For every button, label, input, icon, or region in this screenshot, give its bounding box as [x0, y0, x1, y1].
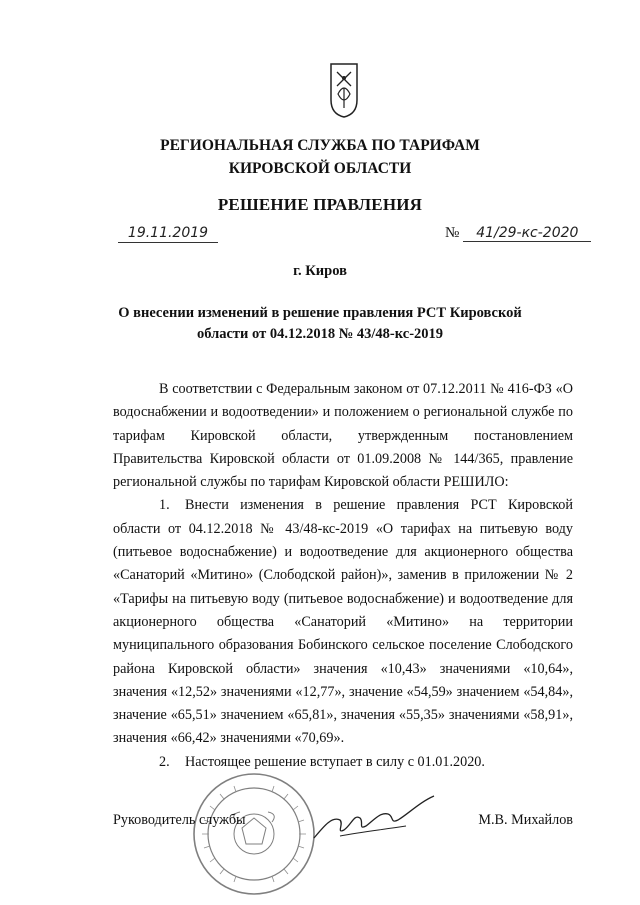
document-body	[113, 378, 573, 774]
item-1-number: 1.	[159, 497, 170, 514]
agency-name-line2: КИРОВСКОЙ ОБЛАСТИ	[228, 160, 412, 177]
document-number: 41/29-кс-2020	[463, 225, 591, 242]
signatory-name: М.В. Михайлов	[478, 812, 573, 828]
signatory-role: Руководитель службы	[113, 812, 246, 828]
handwritten-signature-icon	[310, 790, 440, 850]
coat-of-arms-icon	[329, 62, 359, 118]
number-sign: №	[445, 225, 460, 241]
subject-line1: О внесении изменений в решение правления РСТ Кировской	[118, 305, 522, 321]
city: г. Киров	[293, 263, 347, 279]
document-number-block	[445, 225, 591, 242]
document-date: 19.11.2019	[118, 225, 218, 243]
official-seal-icon	[190, 770, 318, 898]
item-1-paragraph	[113, 494, 573, 750]
preamble-paragraph: В соответствии с Федеральным законом от 07.12.2011 № 416-ФЗ «О водоснабжении и водоотведении» и положением о региональной службе по тарифам Кировской области, утвержденным постановлением Правительства Кировской области от 01.09.2008 № 144/365, правление региональной службы по тарифам Кировской области РЕШИЛО:	[113, 381, 573, 491]
subject-line2: области от 04.12.2018 № 43/48-кс-2019	[196, 326, 444, 342]
item-2-paragraph	[113, 751, 573, 774]
item-2-number: 2.	[159, 753, 170, 770]
item-1-text: Внести изменения в решение правления РСТ Кировской области от 04.12.2018 № 43/48-кс-2019 «О тарифах на питьевую воду (питьевое водоснабжение) и водоотведение для акционерного общества «Санаторий «Митино» (Слободской район)», заменив в приложении № 2 «Тарифы на питьевую воду (питьевое водоснабжение) и водоотведение для акционерного общества «Санаторий «Митино» на территории муниципального образования Бобинского сельское поселение Слободского района Кировской области» значения «10,43» значениями «10,64», значения «12,52» значениями «12,77», значение «54,59» значением «54,84», значение «65,51» значением «65,81», значения «55,35» значениями «58,91», значения «66,42» значениями «70,69».	[113, 497, 573, 747]
document-type: РЕШЕНИЕ ПРАВЛЕНИЯ	[217, 195, 423, 214]
agency-name-line1: РЕГИОНАЛЬНАЯ СЛУЖБА ПО ТАРИФАМ	[160, 137, 480, 154]
item-2-text: Настоящее решение вступает в силу с 01.01.2020.	[185, 753, 485, 770]
